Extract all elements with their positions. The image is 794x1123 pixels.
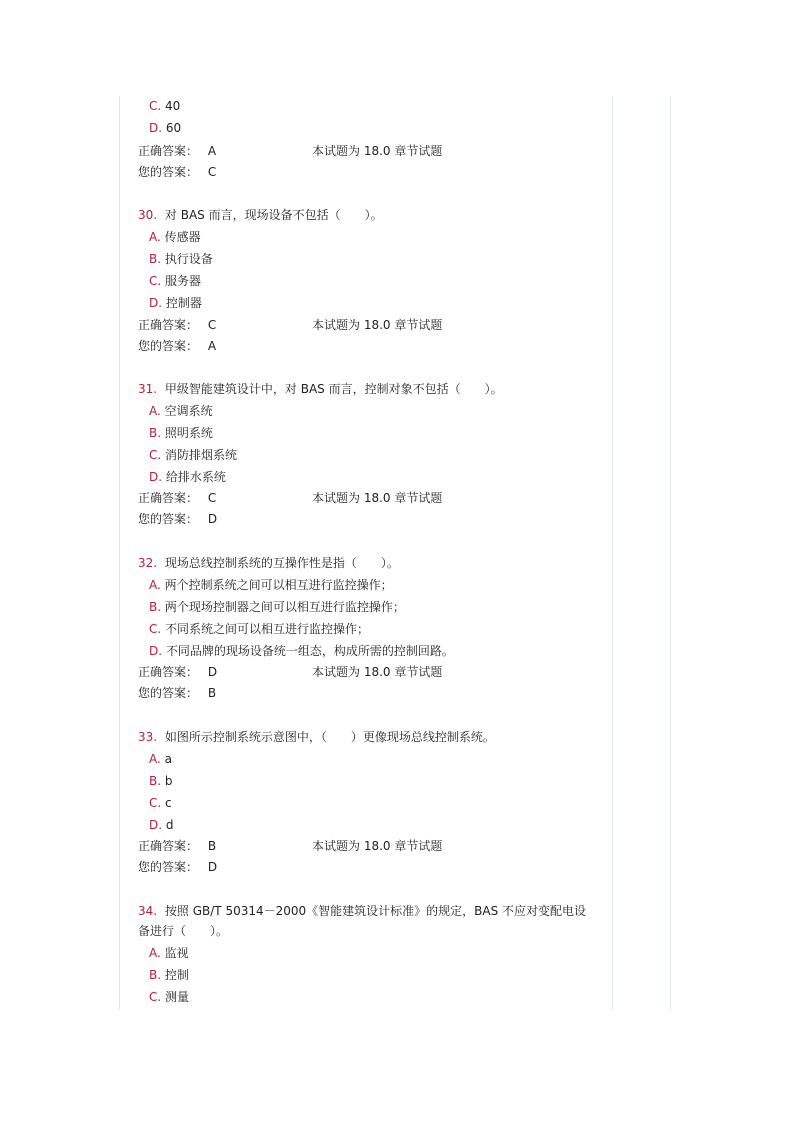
option-letter: C. — [149, 622, 162, 636]
score-info — [312, 838, 442, 854]
option-text: 服务器 — [165, 274, 202, 288]
option-c — [149, 989, 189, 1005]
option-c — [149, 98, 180, 114]
option-d — [149, 817, 174, 833]
option-c — [149, 447, 237, 463]
correct-answer-value: A — [207, 144, 217, 158]
option-letter: B. — [149, 968, 162, 982]
option-a — [149, 577, 393, 593]
correct-answer-value: C — [207, 491, 217, 505]
option-letter: D. — [149, 644, 163, 658]
correct-answer — [138, 317, 216, 333]
outer-right-border-line — [670, 96, 671, 1010]
right-border-line — [612, 96, 613, 1010]
option-text: 监视 — [164, 946, 189, 960]
score-info — [312, 490, 442, 506]
question-number: 31. — [138, 382, 158, 396]
question-stem — [138, 207, 383, 223]
option-letter: D. — [149, 296, 163, 310]
option-b — [149, 773, 173, 789]
correct-answer — [138, 143, 216, 159]
option-text: 消防排烟系统 — [165, 448, 238, 462]
correct-answer — [138, 490, 216, 506]
score-info — [312, 143, 442, 159]
your-answer-label: 您的答案： — [138, 686, 199, 700]
option-letter: A. — [149, 752, 161, 766]
question-text: 备进行（ ）。 — [138, 924, 229, 938]
correct-answer-label: 正确答案： — [138, 665, 199, 679]
option-text: b — [164, 774, 173, 788]
question-stem — [138, 381, 503, 397]
question-stem-continued — [138, 923, 228, 939]
option-text: 两个现场控制器之间可以相互进行监控操作； — [164, 600, 405, 614]
option-letter: B. — [149, 774, 162, 788]
left-border-line — [119, 96, 120, 1010]
correct-answer-value: B — [207, 839, 217, 853]
option-c — [149, 621, 369, 637]
score-text: 本试题为 18.0 章节试题 — [312, 839, 443, 853]
option-text: 两个控制系统之间可以相互进行监控操作； — [164, 578, 393, 592]
option-letter: B. — [149, 426, 162, 440]
option-text: 执行设备 — [164, 252, 213, 266]
question-number: 34. — [138, 904, 158, 918]
correct-answer-label: 正确答案： — [138, 318, 199, 332]
option-b — [149, 425, 213, 441]
option-letter: C. — [149, 796, 162, 810]
question-stem — [138, 729, 495, 745]
your-answer-value: C — [207, 165, 217, 179]
option-text: c — [165, 796, 172, 810]
option-text: 传感器 — [164, 230, 201, 244]
option-letter: A. — [149, 230, 161, 244]
question-text: 对 BAS 而言，现场设备不包括（ ）。 — [164, 208, 383, 222]
option-text: a — [164, 752, 172, 766]
option-b — [149, 967, 189, 983]
correct-answer-value: C — [207, 318, 217, 332]
option-text: 60 — [165, 121, 182, 135]
question-stem — [138, 903, 586, 919]
option-d — [149, 469, 226, 485]
your-answer-label: 您的答案： — [138, 860, 199, 874]
option-letter: D. — [149, 818, 163, 832]
option-letter: C. — [149, 448, 162, 462]
your-answer-label: 您的答案： — [138, 339, 199, 353]
option-text: 不同系统之间可以相互进行监控操作； — [165, 622, 370, 636]
your-answer — [138, 338, 216, 354]
your-answer-value: A — [207, 339, 217, 353]
option-letter: B. — [149, 252, 162, 266]
your-answer — [138, 685, 216, 701]
question-text: 按照 GB/T 50314－2000《智能建筑设计标准》的规定，BAS 不应对变配电设 — [164, 904, 587, 918]
option-b — [149, 251, 213, 267]
question-number: 33. — [138, 730, 158, 744]
your-answer — [138, 859, 217, 875]
question-stem — [138, 555, 399, 571]
option-d — [149, 295, 202, 311]
correct-answer-label: 正确答案： — [138, 839, 199, 853]
your-answer-label: 您的答案： — [138, 165, 199, 179]
your-answer — [138, 164, 216, 180]
option-c — [149, 795, 172, 811]
option-text: 不同品牌的现场设备统一组态，构成所需的控制回路。 — [165, 644, 454, 658]
correct-answer-label: 正确答案： — [138, 491, 199, 505]
option-text: 空调系统 — [164, 404, 213, 418]
your-answer-value: D — [207, 860, 218, 874]
option-letter: A. — [149, 404, 161, 418]
your-answer-value: D — [207, 512, 218, 526]
score-text: 本试题为 18.0 章节试题 — [312, 491, 443, 505]
score-text: 本试题为 18.0 章节试题 — [312, 665, 443, 679]
your-answer-value: B — [207, 686, 217, 700]
option-text: 控制器 — [165, 296, 202, 310]
your-answer-label: 您的答案： — [138, 512, 199, 526]
score-info — [312, 664, 442, 680]
correct-answer-value: D — [207, 665, 218, 679]
option-a — [149, 945, 189, 961]
option-c — [149, 273, 201, 289]
option-d — [149, 643, 454, 659]
score-info — [312, 317, 442, 333]
option-letter: B. — [149, 600, 162, 614]
option-text: d — [165, 818, 174, 832]
question-number: 32. — [138, 556, 158, 570]
question-text: 现场总线控制系统的互操作性是指（ ）。 — [164, 556, 399, 570]
option-a — [149, 229, 201, 245]
option-a — [149, 751, 172, 767]
correct-answer — [138, 838, 216, 854]
option-letter: A. — [149, 946, 161, 960]
correct-answer-label: 正确答案： — [138, 144, 199, 158]
option-letter: D. — [149, 121, 163, 135]
option-a — [149, 403, 213, 419]
correct-answer — [138, 664, 217, 680]
option-letter: A. — [149, 578, 161, 592]
score-text: 本试题为 18.0 章节试题 — [312, 318, 443, 332]
option-letter: D. — [149, 470, 163, 484]
question-number: 30. — [138, 208, 158, 222]
option-b — [149, 599, 405, 615]
option-text: 给排水系统 — [165, 470, 226, 484]
option-letter: C. — [149, 274, 162, 288]
option-letter: C. — [149, 990, 162, 1004]
question-text: 甲级智能建筑设计中，对 BAS 而言，控制对象不包括（ ）。 — [164, 382, 503, 396]
option-text: 照明系统 — [164, 426, 213, 440]
your-answer — [138, 511, 217, 527]
score-text: 本试题为 18.0 章节试题 — [312, 144, 443, 158]
option-text: 控制 — [164, 968, 189, 982]
option-letter: C. — [149, 99, 162, 113]
option-text: 40 — [165, 99, 181, 113]
question-text: 如图所示控制系统示意图中，（ ）更像现场总线控制系统。 — [164, 730, 495, 744]
option-d — [149, 120, 181, 136]
option-text: 测量 — [165, 990, 190, 1004]
